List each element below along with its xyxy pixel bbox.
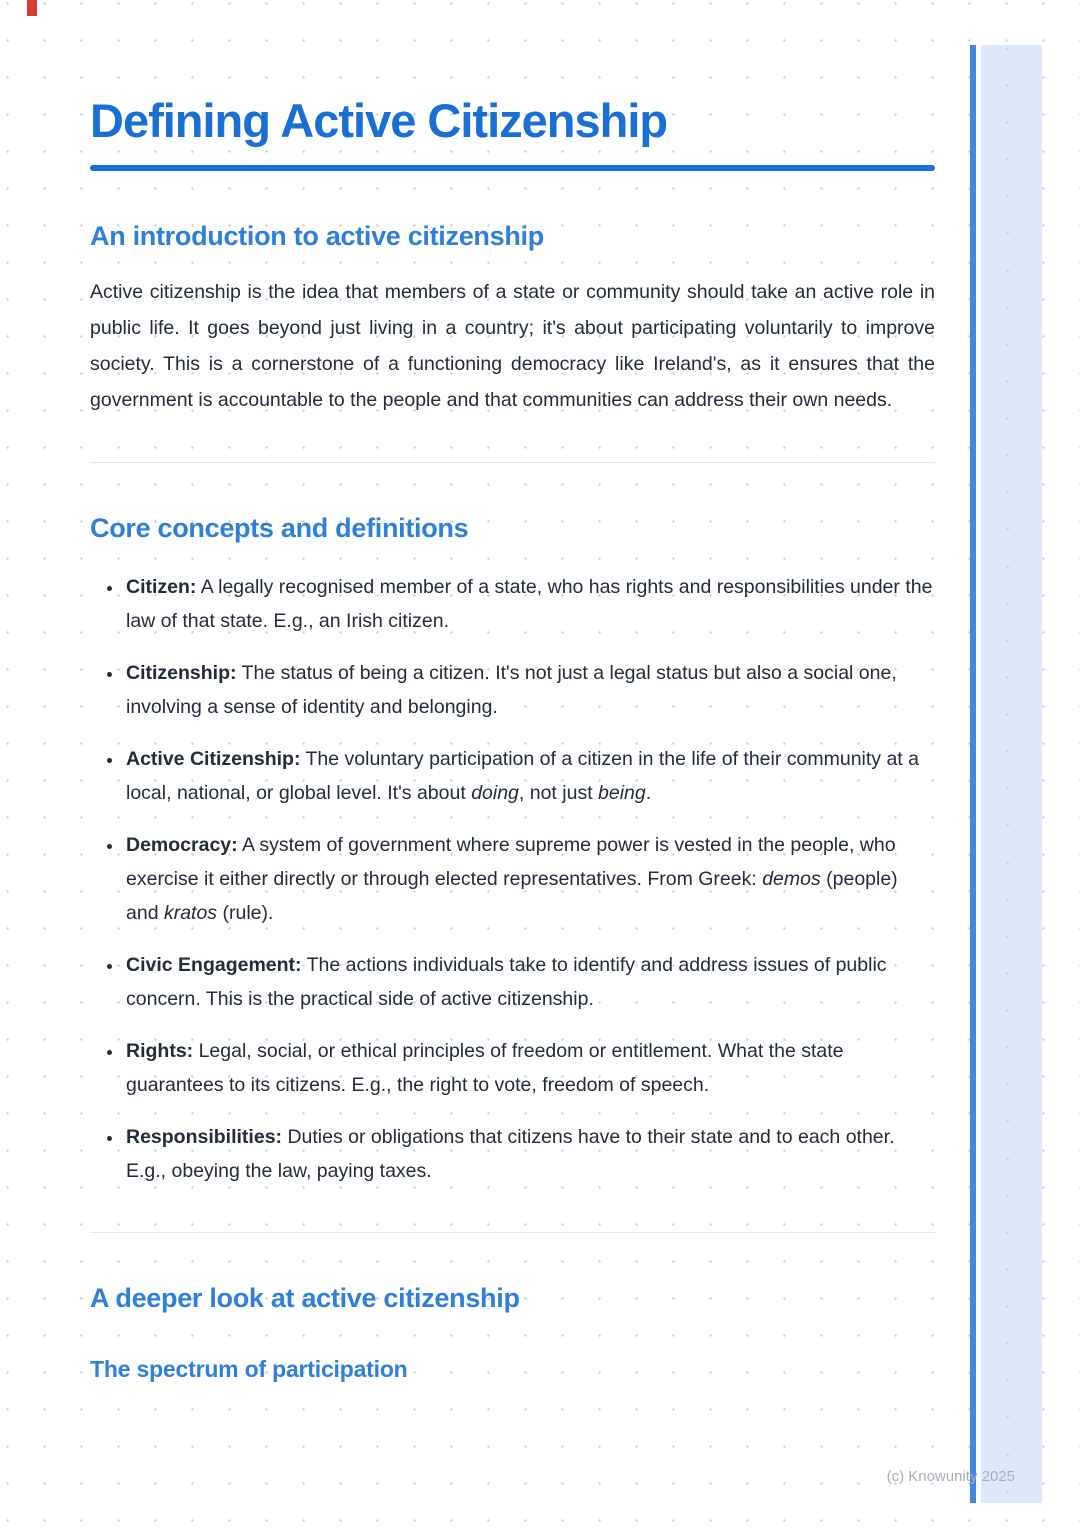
italic-text: kratos	[163, 901, 218, 924]
definition-item: • Civic Engagement: The actions individuals take to identify and address issues of public concern. This is the practical side of active citizenship.	[124, 948, 935, 1016]
definition-item: • Responsibilities: Duties or obligations that citizens have to their state and to each other. E.g., obeying the law, paying taxes.	[124, 1120, 935, 1188]
section-heading-core-concepts: Core concepts and definitions	[90, 512, 469, 543]
definition-item: • Rights: Legal, social, or ethical principles of freedom or entitlement. What the state guarantees to its citizens. E.g., the right to vote, freedom of speech.	[124, 1034, 935, 1102]
italic-text: doing	[471, 781, 519, 804]
section-divider	[90, 1232, 935, 1233]
definition-term: Citizenship:	[126, 661, 237, 684]
right-accent-line	[970, 45, 976, 1503]
italic-text: being	[598, 781, 646, 804]
page-title: Defining Active Citizenship	[90, 94, 668, 147]
definition-item: • Democracy: A system of government where supreme power is vested in the people, who exercise it either directly or through elected representatives. From Greek: demos (people) and kratos (rule).	[124, 828, 935, 930]
definition-term: Citizen:	[126, 575, 197, 598]
subsection-heading-spectrum: The spectrum of participation	[90, 1355, 408, 1382]
section-heading-introduction: An introduction to active citizenship	[90, 220, 544, 251]
title-underline	[90, 165, 935, 171]
corner-red-mark	[27, 0, 37, 16]
section-heading-deeper-look: A deeper look at active citizenship	[90, 1282, 520, 1313]
definition-item: • Active Citizenship: The voluntary participation of a citizen in the life of their community at a local, national, or global level. It's about doing, not just being.	[124, 742, 935, 810]
definition-term: Rights:	[126, 1039, 194, 1062]
definition-term: Responsibilities:	[126, 1125, 283, 1148]
italic-text: demos	[762, 867, 821, 890]
document-content	[90, 0, 935, 1383]
definition-item: • Citizenship: The status of being a citizen. It's not just a legal status but also a social one, involving a sense of identity and belonging.	[124, 656, 935, 724]
definitions-list	[90, 570, 935, 1188]
definition-term: Active Citizenship:	[126, 747, 301, 770]
definition-term: Civic Engagement:	[126, 953, 302, 976]
definition-term: Democracy:	[126, 833, 238, 856]
introduction-paragraph: Active citizenship is the idea that members of a state or community should take an active role in public life. It goes beyond just living in a country; it's about participating voluntarily to improve society. This is a cornerstone of a functioning democracy like Ireland's, as it ensures that the government is accountable to the people and that communities can address their own needs.	[90, 280, 935, 411]
definition-item: • Citizen: A legally recognised member of a state, who has rights and responsibilities under the law of that state. E.g., an Irish citizen.	[124, 570, 935, 638]
right-accent-strip	[981, 45, 1042, 1503]
copyright-footer: (c) Knowunity 2025	[886, 1468, 1015, 1485]
section-divider	[90, 462, 935, 463]
